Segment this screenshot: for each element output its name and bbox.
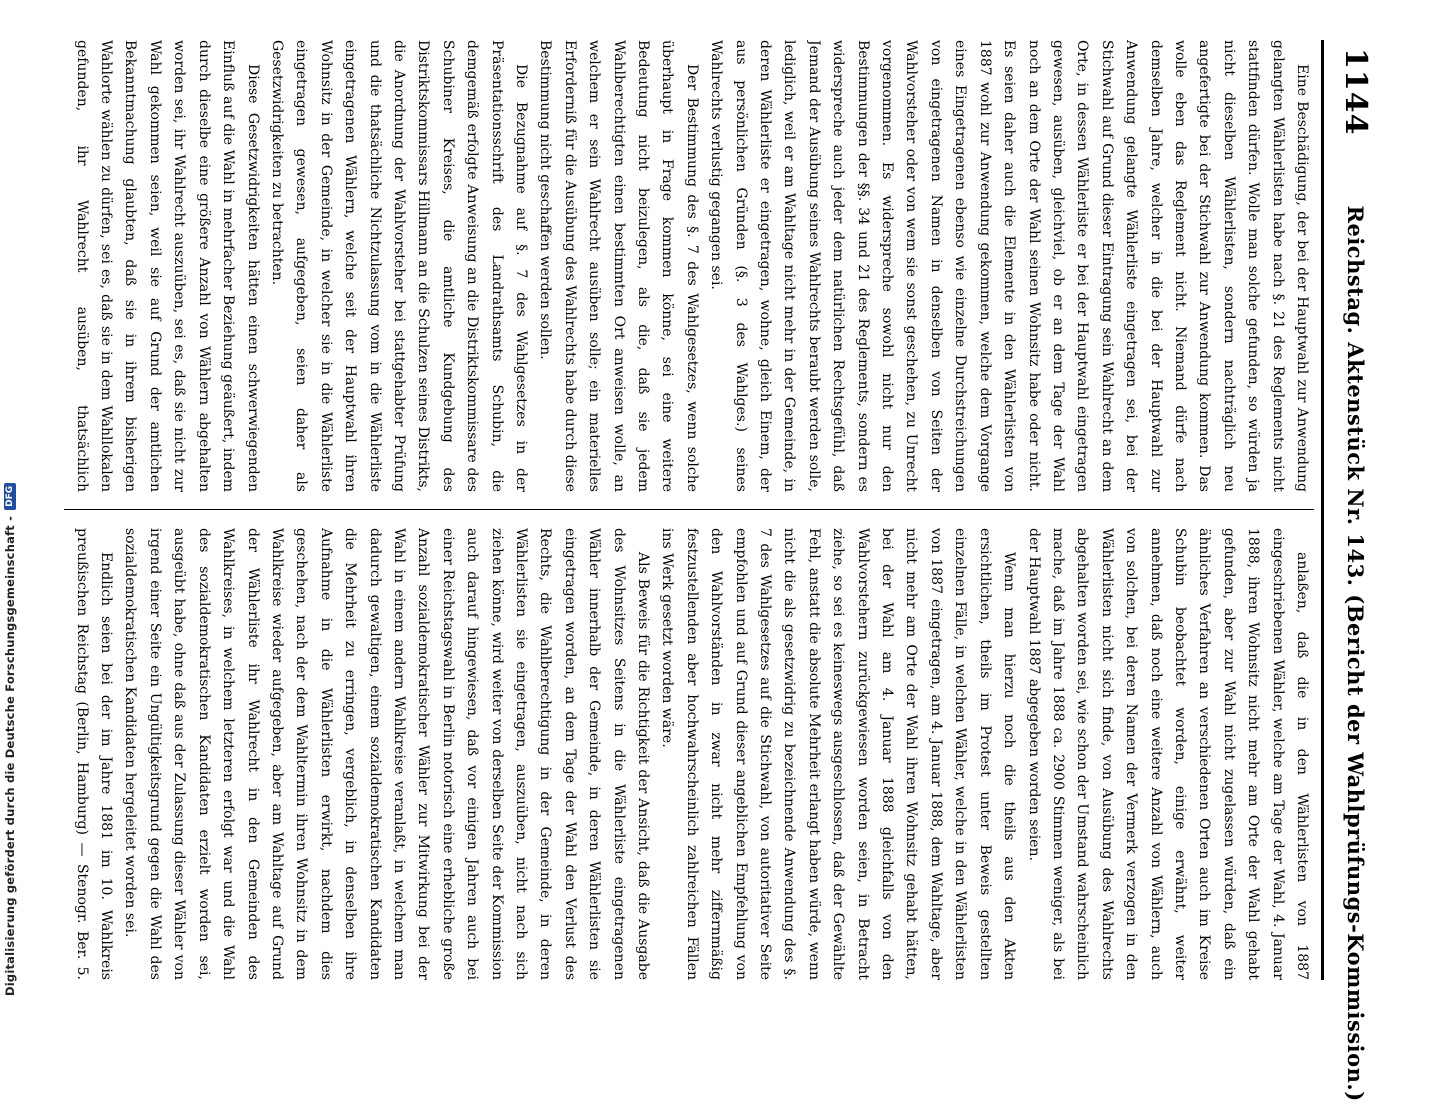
text-columns <box>64 40 1314 980</box>
paragraph: anlaßen, daß die in den Wählerlisten von 1887 eingeschriebenen Wähler, welche am Tage der Wahl, 4. Januar 1888, ihren Wohnsitz nicht mehr am Orte der Wahl gehabt gefunden, aber zur Wahl nicht zugelassen würden, daß ein ähnliches Verfahren an verschiedenen Orten auch im Kreise Schubin beobachtet worden, einige erwähnt, weiter annehmen, daß noch eine weitere Anzahl von Wählern, auch von solchen, bei deren Namen der Vermerk verzogen in den Wählerlisten nicht sich finde, von Ausübung des Wahlrechts abgehalten worden sei, wie schon der Umstand wahrscheinlich mache, daß im Jahre 1888 ca. 2900 Stimmen weniger, als bei der Hauptwahl 1887 abgegeben worden seien. <box>1025 528 1310 980</box>
right-column <box>64 528 1314 980</box>
header-rule <box>1321 40 1324 980</box>
running-title: Reichstag. Aktenstück Nr. 143. (Bericht der Wahlprüfungs-Kommission.) <box>1343 205 1369 1102</box>
digitization-footer <box>0 0 22 1000</box>
paragraph: Der Bestimmung des §. 7 des Wahlgesetzes, wenn solche überhaupt in Frage kommen könne, sei eine weitere Bedeutung nicht beizulegen, als die, daß sie jedem Wahlberechtigten einen bestimmten Ort anweisen wolle, an welchem er sein Wahlrecht ausüben solle; ein materielles Erforderniß für die Ausübung des Wahlrechts habe durch diese Bestimmung nicht geschaffen werden sollen. <box>537 40 700 492</box>
paragraph: Eine Beschädigung, der bei der Hauptwahl zur Anwendung gelangten Wählerlisten habe nach §. 21 des Reglements nicht stattfinden dürfen. Wolle man solche gefunden, so würden ja nicht dieselben Wählerlisten, sondern nachträglich neu angefertigte bei der Stichwahl zur Anwendung kommen. Das wolle eben das Reglement nicht. Niemand dürfe nach demselben Jahre, welcher in die bei der Hauptwahl zur Anwendung gelangte Wählerliste eingetragen sei, bei der Stichwahl auf Grund dieser Eintragung sein Wahlrecht an dem Orte, in dessen Wählerliste er bei der Hauptwahl eingetragen gewesen, ausüben, gleichviel, ob er an dem Tage der Wahl noch an dem Orte der Wahl seinen Wohnsitz habe oder nicht. Es seien daher auch die Elemente in den Wählerlisten von 1887 wohl zur Anwendung gekommen, welche dem Vorgange eines Eingetragenen ebenso wie einzelne Durchstreichungen von eingetragenen Namen in denselben von Seiten der Wahlvorsteher oder von wem sie sonst geschehen, zu Unrecht vorgenommen. Es widerspreche sowohl nicht nur den Bestimmungen der §§. 34 und 21 des Reglements, sondern es widerspreche auch jeder dem natürlichen Rechtsgefühl, daß Jemand der Ausübung seines Wahlrechts beraubt werden solle, lediglich, weil er am Wahltage nicht mehr in der Gemeinde, in deren Wählerliste er eingetragen, wohne, gleich Einem, der aus persönlichen Gründen (§. 3 des Wahlges.) seines Wahlrechts verlustig gegangen sei. <box>708 40 1310 492</box>
paragraph: Endlich seien bei der im Jahre 1881 im 10. Wahlkreis preußischen Reichstag (Berlin, Hamburg) — Stenogr. Ber. 5. <box>73 528 115 980</box>
paragraph: Wenn man hierzu noch die theils aus den Akten ersichtlichen, theils im Protest unter Beweis gestellten einzelnen Fälle, in welchen Wähler, welche in den Wählerlisten von 1887 eingetragen, am 4. Januar 1888, dem Wahltage, aber nicht mehr am Orte der Wahl ihren Wohnsitz gehabt hätten, bei der Wahl am 4. Januar 1888 gleichfalls von den Wahlvorstehern zurückgewiesen worden seien, in Betracht ziehe, so sei es keineswegs ausgeschlossen, daß der Gewählte Fehl, anstatt die absolute Mehrheit erlangt haben würde, wenn nicht die als gesetzwidrig zu bezeichnende Anwendung des §. 7 des Wahlgesetzes auf die Stichwahl, von autoritativer Seite empfohlen und auf Grund dieser angeblichen Empfehlung von den Wahlvorständen in zwar nicht mehr ziffernmäßig festzustellenden aber hochwahrscheinlich zahlreichen Fällen ins Werk gesetzt worden wäre. <box>659 528 1018 980</box>
footer-watermark <box>3 483 17 996</box>
paragraph: Als Beweis für die Richtigkeit der Ansicht, daß die Ausgabe des Wohnsitzes Seitens in die Wählerliste eingetragenen Wähler innerhalb der Gemeinde, in deren Wählerlisten sie eingetragen worden, an dem Tage der Wahl den Verlust des Rechts, die Wahlberechtigung in der Gemeinde, in deren Wählerlisten sie eingetragen, auszuüben, nicht nach sich ziehen könne, wird weiter von derselben Seite der Kommission auch darauf hingewiesen, daß vor einigen Jahren auch bei einer Reichstagswahl in Berlin notorisch eine erhebliche große Anzahl sozialdemokratischer Wähler zur Mitwirkung bei der Wahl in einem andern Wahlkreise veranlaßt, in welchem man dadurch gewaltigen, einem sozialdemokratischen Kandidaten die Mehrheit zu erringen, vergeblich, in denselben ihre Aufnahme in die Wählerlisten erwirkt, nachdem dies geschehen, nach der dem Wahltermin ihren Wohnsitz in dem Wahlkreise wieder aufgegeben, aber am Wahltage auf Grund der Wählerliste ihr Wahlrecht in den Gemeinden des Wahlkreises, in welchem letzteren erfolgt war und die Wahl des sozialdemokratischen Kandidaten erzielt worden sei, ausgeübt habe, ohne daß aus der Zulassung dieser Wähler von irgend einer Seite ein Ungültigkeitsgrund gegen die Wahl des sozialdemokratischen Kandidaten hergeleitet worden sei. <box>122 528 652 980</box>
dfg-logo: DFG <box>4 483 16 510</box>
page-header <box>1326 40 1386 1102</box>
page-number: 1144 <box>1338 48 1374 136</box>
scanned-page <box>56 40 1386 1102</box>
paragraph: Diese Gesetzwidrigkeiten hätten einen schwerwiegenden Einfluß auf die Wahl in mehrfacher Beziehung geäußert, indem durch dieselbe eine größere Anzahl von Wählern abgehalten worden sei, ihr Wahlrecht auszuüben, sei es, daß sie nicht zur Wahl gekommen seien, weil sie auf Grund der amtlichen Bekanntmachung glaubten, daß sie in ihrem bisherigen Wahlorte wählen zu dürfen, sei es, daß sie in dem Wahllokalen gefunden, ihr Wahlrecht ausüben, thatsächlich <box>73 40 261 492</box>
column-divider <box>64 509 1314 510</box>
footer-text: Digitalisierung gefördert durch die Deutsche Forschungsgemeinschaft - <box>3 515 17 996</box>
paragraph: Die Bezugnahme auf §. 7 des Wahlgesetzes in der Präsentationsschrift des Landrathsamts Schubin, die demgemäß erfolgte Anweisung an die Distriktskommissare des Schubiner Kreises, die amtliche Kundgebung des Distriktskommissars Hillmann an die Schulzen seines Distrikts, die Anordnung der Wahlvorsteher bei stattgehabter Prüfung und die thatsächliche Nichtzulassung vom in die Wählerliste eingetragenen Wählern, welche seit der Hauptwahl ihren Wohnsitz in der Gemeinde, in welcher sie in die Wählerliste eingetragen gewesen, aufgegeben, seien daher als Gesetzwidrigkeiten zu betrachten. <box>268 40 529 492</box>
left-column <box>64 40 1314 492</box>
